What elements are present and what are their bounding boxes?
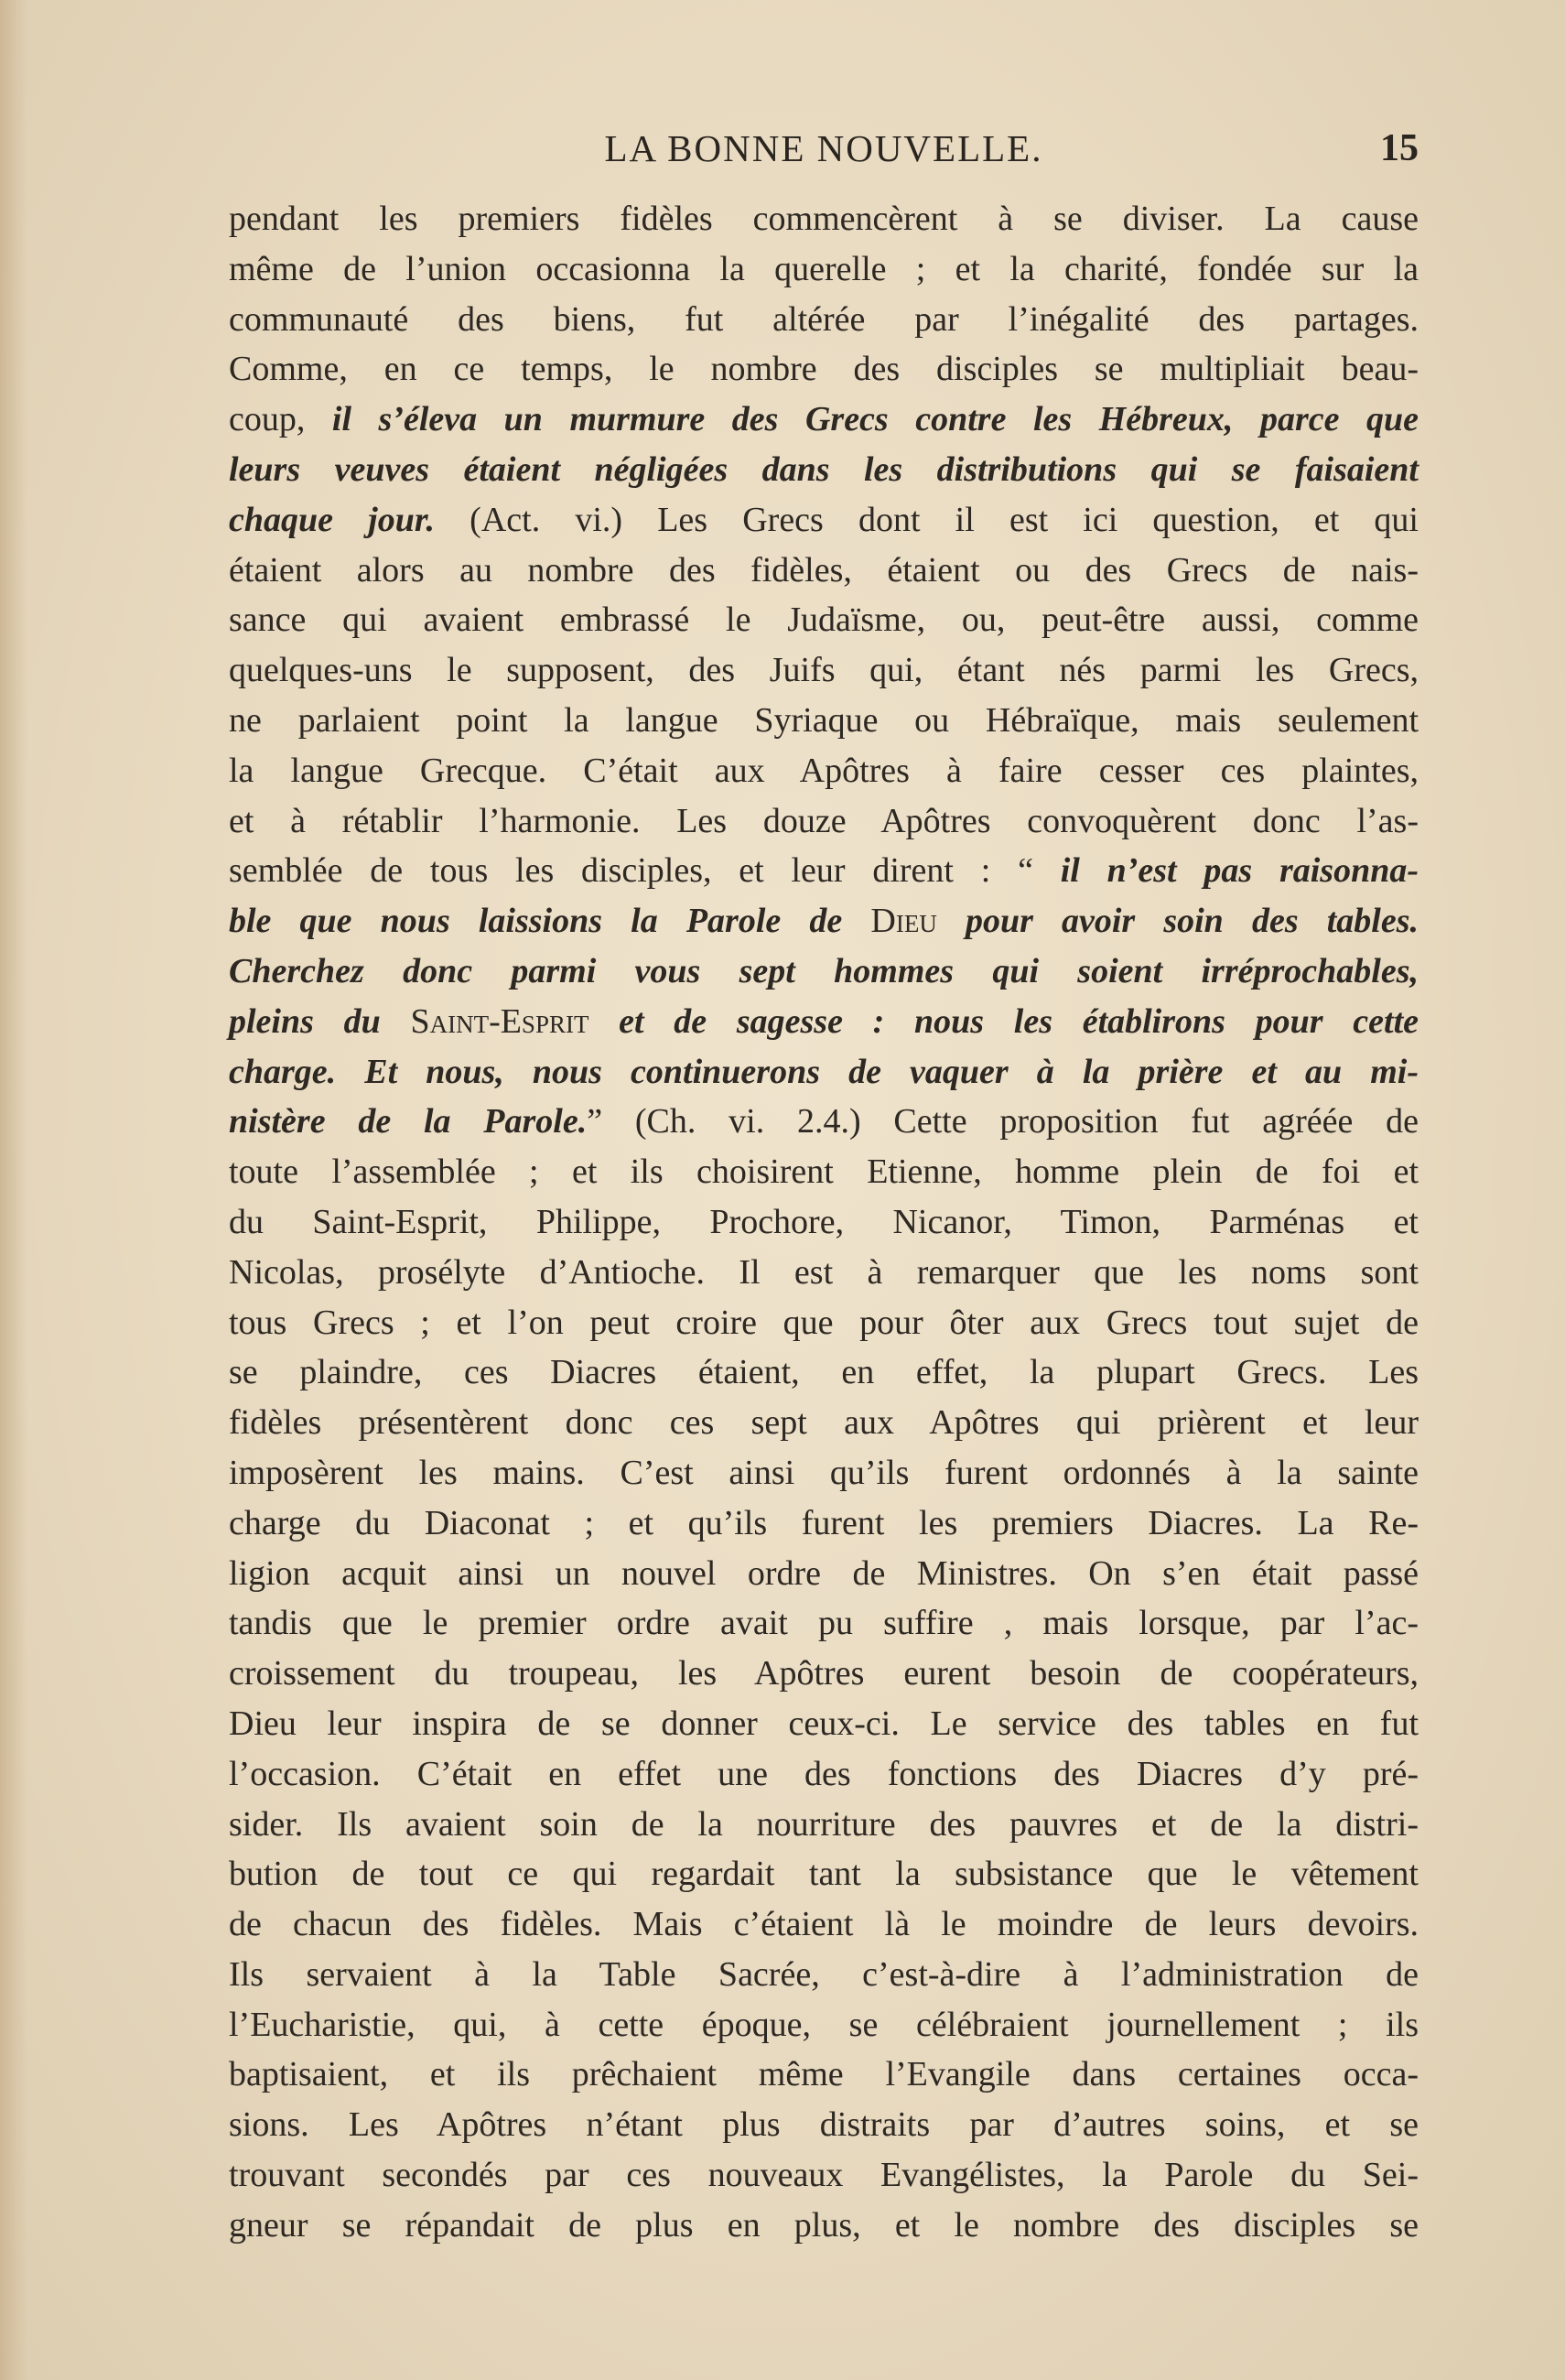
text-line	[229, 2100, 1419, 2150]
italic-text: Cherchez donc parmi vous sept hommes qui soient irréprochables,	[229, 951, 1419, 990]
italic-text: pleins du	[229, 1001, 411, 1041]
italic-text: et de sagesse : nous les établirons pour cette	[588, 1001, 1419, 1041]
text-run: (Act. vi.) Les Grecs dont il est ici question, et qui	[435, 500, 1419, 539]
text-run: coup,	[229, 400, 332, 439]
text-run: sance qui avaient embrassé le Judaïsme, ou, peut-être aussi, comme	[229, 600, 1419, 640]
text-line	[229, 2050, 1419, 2100]
italic-text: charge. Et nous, nous continuerons de vaquer à la prière et au mi-	[229, 1052, 1419, 1091]
page-number: 15	[1380, 127, 1419, 169]
text-run: baptisaient, et ils prêchaient même l’Evangile dans certaines occa-	[229, 2055, 1419, 2094]
text-run: quelques-uns le supposent, des Juifs qui, étant nés parmi les Grecs,	[229, 651, 1419, 690]
text-line	[229, 746, 1419, 796]
text-run: la langue Grecque. C’était aux Apôtres à faire cesser ces plaintes,	[229, 751, 1419, 790]
italic-text: il n’est pas raisonna-	[1060, 851, 1419, 891]
text-run: et à rétablir l’harmonie. Les douze Apôtres convoquèrent donc l’as-	[229, 801, 1419, 840]
text-line	[229, 2150, 1419, 2201]
text-line	[229, 445, 1419, 495]
italic-text: pour avoir soin des tables.	[936, 902, 1419, 941]
text-line	[229, 997, 1419, 1047]
italic-text: il s’éleva un murmure des Grecs contre les Hébreux, parce que	[331, 400, 1419, 439]
text-line	[229, 1800, 1419, 1850]
text-run: du Saint-Esprit, Philippe, Prochore, Nicanor, Timon, Parménas et	[229, 1202, 1419, 1241]
text-line	[229, 896, 1419, 947]
text-line	[229, 1699, 1419, 1749]
text-run: Nicolas, prosélyte d’Antioche. Il est à remarquer que les noms sont	[229, 1252, 1419, 1292]
text-run: ligion acquit ainsi un nouvel ordre de Ministres. On s’en était passé	[229, 1553, 1419, 1593]
text-line	[229, 1298, 1419, 1348]
text-line	[229, 2000, 1419, 2050]
text-run: fidèles présentèrent donc ces sept aux Apôtres qui prièrent et leur	[229, 1403, 1419, 1443]
text-run: pendant les premiers fidèles commencèrent à se diviser. La cause	[229, 200, 1419, 238]
text-run: gneur se répandait de plus en plus, et le nombre des disciples se	[229, 2205, 1419, 2245]
text-run: étaient alors au nombre des fidèles, étaient ou des Grecs de nais-	[229, 550, 1419, 590]
text-line	[229, 1749, 1419, 1800]
text-line	[229, 696, 1419, 746]
text-line	[229, 244, 1419, 295]
text-run: même de l’union occasionna la querelle ; et la charité, fondée sur la	[229, 249, 1419, 288]
text-run: trouvant secondés par ces nouveaux Evangélistes, la Parole du Sei-	[229, 2156, 1419, 2195]
italic-text: ble que nous laissions la Parole de	[229, 902, 871, 941]
text-line	[229, 1398, 1419, 1448]
text-line	[229, 495, 1419, 546]
text-run: tandis que le premier ordre avait pu suffire , mais lorsque, par l’ac-	[229, 1604, 1419, 1643]
text-line	[229, 595, 1419, 645]
text-line	[229, 344, 1419, 395]
text-run: de chacun des fidèles. Mais c’étaient là le moindre de leurs devoirs.	[229, 1905, 1419, 1944]
text-run: sions. Les Apôtres n’étant plus distraits par d’autres soins, et se	[229, 2105, 1419, 2145]
text-run: Comme, en ce temps, le nombre des disciples se multipliait beau-	[229, 350, 1419, 389]
text-line	[229, 395, 1419, 445]
text-run: sider. Ils avaient soin de la nourriture des pauvres et de la distri-	[229, 1804, 1419, 1844]
text-run: Ils servaient à la Table Sacrée, c’est-à-dire à l’administration de	[229, 1954, 1419, 1994]
italic-text: chaque jour.	[229, 500, 436, 539]
text-run: semblée de tous les disciples, et leur dirent : “	[229, 851, 1061, 891]
text-run: l’Eucharistie, qui, à cette époque, se célébraient journellement ; ils	[229, 2005, 1419, 2044]
text-line	[229, 2201, 1419, 2251]
text-line	[229, 1950, 1419, 2000]
text-line	[229, 546, 1419, 596]
page-header	[229, 126, 1419, 181]
text-line	[229, 1147, 1419, 1197]
text-run: tous Grecs ; et l’on peut croire que pour ôter aux Grecs tout sujet de	[229, 1303, 1419, 1342]
text-line	[229, 1899, 1419, 1950]
text-line	[229, 1448, 1419, 1498]
text-line	[229, 947, 1419, 997]
text-line	[229, 1849, 1419, 1899]
text-run: imposèrent les mains. C’est ainsi qu’ils furent ordonnés à la sainte	[229, 1453, 1419, 1492]
text-run: se plaindre, ces Diacres étaient, en effet, la plupart Grecs. Les	[229, 1353, 1419, 1392]
text-line	[229, 1248, 1419, 1298]
running-title: LA BONNE NOUVELLE.	[604, 127, 1043, 169]
text-run: toute l’assemblée ; et ils choisirent Etienne, homme plein de foi et	[229, 1152, 1419, 1192]
text-line	[229, 1097, 1419, 1147]
text-line	[229, 1197, 1419, 1248]
text-line	[229, 1047, 1419, 1098]
text-line	[229, 1549, 1419, 1599]
text-line	[229, 1598, 1419, 1649]
text-run: ” (Ch. vi. 2.4.) Cette proposition fut agréée de	[587, 1102, 1419, 1141]
text-line	[229, 645, 1419, 696]
text-run: ne parlaient point la langue Syriaque ou Hébraïque, mais seulement	[229, 700, 1419, 740]
small-caps-text: Saint-Esprit	[410, 1001, 589, 1041]
small-caps-text: Dieu	[870, 902, 937, 941]
italic-text: nistère de la Parole.	[229, 1102, 588, 1141]
text-line	[229, 295, 1419, 345]
italic-text: leurs veuves étaient négligées dans les distributions qui se faisaient	[229, 449, 1419, 489]
text-run: croissement du troupeau, les Apôtres eurent besoin de coopérateurs,	[229, 1654, 1419, 1693]
text-line	[229, 1498, 1419, 1549]
text-line	[229, 796, 1419, 847]
body-text	[229, 194, 1419, 2251]
text-line	[229, 194, 1419, 244]
page-edge-shadow	[0, 0, 27, 2380]
text-run: Dieu leur inspira de se donner ceux-ci. Le service des tables en fut	[229, 1704, 1419, 1743]
text-run: bution de tout ce qui regardait tant la subsistance que le vêtement	[229, 1855, 1419, 1894]
text-run: charge du Diaconat ; et qu’ils furent les premiers Diacres. La Re-	[229, 1503, 1419, 1542]
text-run: communauté des biens, fut altérée par l’inégalité des partages.	[229, 299, 1419, 339]
text-line	[229, 1347, 1419, 1398]
text-run: l’occasion. C’était en effet une des fonctions des Diacres d’y pré-	[229, 1754, 1419, 1793]
text-line	[229, 846, 1419, 896]
text-line	[229, 1649, 1419, 1699]
